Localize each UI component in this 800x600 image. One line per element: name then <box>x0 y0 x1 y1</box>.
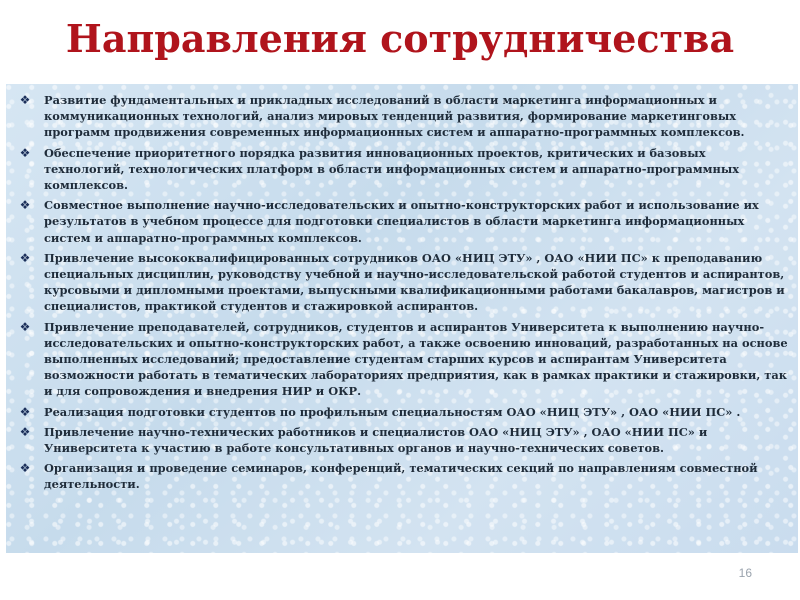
diamond-dots-icon: ❖ <box>19 404 31 419</box>
list-item <box>16 319 788 400</box>
list-item-text: Привлечение преподавателей, сотрудников, студентов и аспирантов Университета к выполнению научно-исследовательских и опытно-конструкторских работ, а также освоению инноваций, разработанных на основе выполненных исследований; предоставление студентам старших курсов и аспирантам Университета возможности работать в тематических лабораториях предприятия, как в рамках практики и стажировки, так и для сопровождения и внедрения НИР и ОКР. <box>44 319 788 399</box>
content-panel <box>6 84 798 553</box>
diamond-dots-icon: ❖ <box>19 198 31 213</box>
list-item-text: Реализация подготовки студентов по профильным специальностям ОАО «НИЦ ЭТУ» , ОАО «НИИ ПС» . <box>44 404 741 419</box>
list-item-text: Привлечение научно-технических работников и специалистов ОАО «НИЦ ЭТУ» , ОАО «НИИ ПС» и Университета к участию в работе консультативных органов и научно-технических советов. <box>44 424 708 456</box>
page-number: 16 <box>738 566 752 580</box>
list-item-text: Обеспечение приоритетного порядка развития инновационных проектов, критических и базовых технологий, технологических платформ в области информационных систем и аппаратно-программных комплексов. <box>44 145 740 193</box>
list-item-text: Развитие фундаментальных и прикладных исследований в области маркетинга информационных и коммуникационных технологий, анализ мировых тенденций развития, формирование маркетинговых программ продвижения современных информационных систем и аппаратно-программных комплексов. <box>44 93 745 140</box>
list-item-text: Привлечение высококвалифицированных сотрудников ОАО «НИЦ ЭТУ» , ОАО «НИИ ПС» к преподаванию специальных дисциплин, руководству учебной и научно-исследовательской работой студентов и аспирантов, курсовыми и дипломными проектами, выпускными квалификационными работами бакалавров, магистров и специалистов, практикой студентов и стажировкой аспирантов. <box>44 250 785 314</box>
diamond-dots-icon: ❖ <box>19 93 31 107</box>
list-item <box>16 145 788 194</box>
list-item-text: Организация и проведение семинаров, конференций, тематических секций по направлениям совместной деятельности. <box>44 461 758 492</box>
list-item <box>16 404 788 420</box>
diamond-dots-icon: ❖ <box>19 461 31 476</box>
list-item <box>16 460 788 492</box>
diamond-dots-icon: ❖ <box>19 250 31 265</box>
page-title: Направления сотрудничества <box>65 16 735 61</box>
list-item <box>16 250 788 315</box>
list-item-text: Совместное выполнение научно-исследовательских и опытно-конструкторских работ и использование их результатов в учебном процессе для подготовки специалистов в области маркетинга информационных систем и аппаратно-программных комплексов. <box>44 198 759 245</box>
list-item <box>16 197 788 246</box>
bullet-list <box>16 92 788 497</box>
list-item <box>16 424 788 456</box>
diamond-dots-icon: ❖ <box>19 145 31 160</box>
list-item <box>16 92 788 141</box>
diamond-dots-icon: ❖ <box>19 319 31 334</box>
diamond-dots-icon: ❖ <box>19 424 31 439</box>
